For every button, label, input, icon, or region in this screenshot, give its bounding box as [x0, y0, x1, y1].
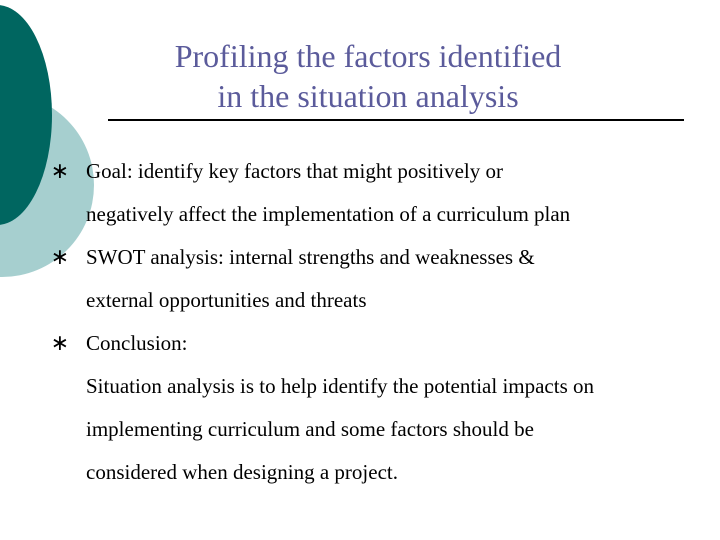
bullet-goal — [48, 150, 688, 236]
bullet-line: negatively affect the implementation of a curriculum plan — [86, 202, 571, 226]
bullet-marker-icon: ∗ — [50, 159, 70, 184]
bullet-line: external opportunities and threats — [86, 288, 367, 312]
title-line-1: Profiling the factors identified — [174, 38, 562, 74]
bullet-line: Situation analysis is to help identify the potential impacts on — [86, 374, 595, 398]
bullet-swot — [48, 236, 688, 322]
bullet-line: considered when designing a project. — [86, 460, 398, 484]
bullet-conclusion — [48, 322, 688, 494]
bullet-line: implementing curriculum and some factors should be — [86, 417, 534, 441]
bullet-line: Goal: identify key factors that might positively or — [86, 159, 503, 183]
title-line-2: in the situation analysis — [217, 78, 519, 114]
bullet-marker-icon: ∗ — [50, 331, 70, 356]
bullet-list — [48, 150, 688, 494]
title-underline — [108, 119, 684, 121]
bullet-marker-icon: ∗ — [50, 245, 70, 270]
slide-title — [108, 36, 628, 116]
bullet-line: SWOT analysis: internal strengths and weaknesses & — [86, 245, 535, 269]
bullet-line: Conclusion: — [86, 331, 188, 355]
